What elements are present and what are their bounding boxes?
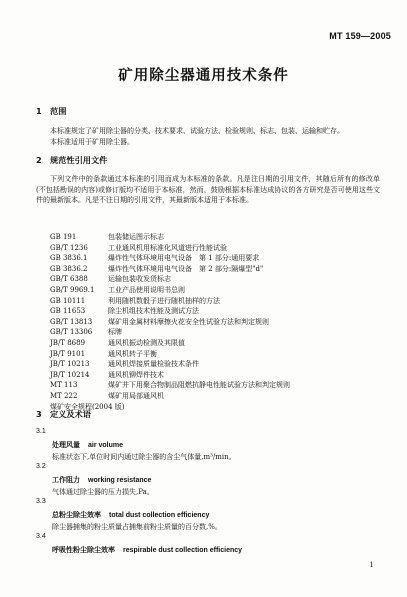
reference-item — [50, 232, 290, 243]
reference-title: 爆炸性气体环境用电气设备 第 1 部分:通用要求 — [108, 254, 260, 263]
term-definition: 标准状态下,单位时间内通过除尘器的含尘气体量,m³/min。 — [52, 453, 236, 461]
reference-code: GB/T 6388 — [50, 275, 88, 284]
section-number: 3 — [36, 409, 42, 419]
reference-title: 煤矿井下用聚合物制品阻燃抗静电性能试验方法和判定规则 — [108, 381, 290, 390]
scope-paragraph-1: 本标准规定了矿用除尘器的分类、技术要求、试验方法、检验规则、标志、包装、运输和贮存。 — [50, 127, 344, 135]
section-2-heading — [36, 155, 107, 166]
term-english: respirable dust collection efficiency — [123, 547, 243, 554]
definition-number: 3.3 — [36, 498, 46, 505]
reference-code: JB/T 9101 — [50, 349, 86, 358]
reference-code: GB 3836.2 — [50, 264, 88, 273]
reference-item — [50, 349, 290, 360]
term-chinese: 工作阻力 — [52, 476, 80, 484]
reference-title: 通风机铆焊件技术 — [108, 370, 164, 379]
section-number: 1 — [36, 106, 42, 116]
reference-item — [50, 327, 290, 338]
document-title: 矿用除尘器通用技术条件 — [118, 68, 289, 84]
term-heading — [52, 475, 151, 485]
reference-item — [50, 285, 290, 296]
section-title: 规范性引用文件 — [50, 155, 108, 165]
reference-item — [50, 338, 290, 349]
reference-code: GB/T 13813 — [50, 317, 93, 326]
reference-title: 包装储运图示标志 — [108, 233, 164, 241]
reference-item — [50, 264, 290, 275]
definition-number: 3.2 — [36, 463, 46, 470]
reference-code: GB 11653 — [50, 307, 86, 316]
reference-item — [50, 317, 290, 328]
reference-code: GB 191 — [50, 233, 77, 241]
reference-title: 通风机焊接质量检验技术条件 — [108, 360, 199, 369]
reference-title: 工业产品使用说明书总则 — [108, 285, 185, 294]
definition-number: 3.1 — [36, 428, 46, 435]
term-heading — [52, 510, 209, 520]
reference-item — [50, 253, 290, 264]
definition-number: 3.4 — [36, 533, 46, 540]
term-chinese: 呼吸性粉尘除尘效率 — [52, 546, 115, 554]
term-heading — [52, 440, 123, 450]
reference-code: GB 10111 — [50, 296, 86, 305]
reference-item — [50, 380, 290, 391]
reference-title: 爆炸性气体环境用电气设备 第 2 部分:隔爆型"d" — [108, 264, 264, 273]
reference-title: 利用随机数骰子进行随机抽样的方法 — [108, 296, 220, 305]
reference-item — [50, 296, 290, 307]
reference-title: 煤矿用局部通风机 — [108, 391, 164, 400]
term-chinese: 总粉尘除尘效率 — [52, 511, 101, 519]
reference-code: GB/T 9969.1 — [50, 285, 95, 294]
reference-item — [50, 359, 290, 370]
reference-item — [50, 243, 290, 254]
section-title: 定义及术语 — [50, 409, 91, 419]
term-heading — [52, 545, 242, 555]
reference-title: 通风机转子平衡 — [108, 349, 157, 358]
reference-title: 煤矿用金属材料摩擦火花安全性试验方法和判定规则 — [108, 317, 269, 326]
term-english: working resistance — [88, 477, 152, 484]
page-number: 1 — [369, 561, 374, 569]
reference-title: 通风机振动检测及其限值 — [108, 338, 185, 347]
reference-list — [50, 232, 290, 412]
standard-code: MT 159—2005 — [329, 31, 391, 41]
reference-code: GB/T 1236 — [50, 243, 88, 252]
reference-item — [50, 391, 290, 402]
reference-code: MT 113 — [50, 381, 78, 390]
normative-intro-paragraph: 下列文件中的条款通过本标准的引用而成为本标准的条款。凡是注日期的引用文件，其随后所有的修改单(不包括勘误的内容)或修订版均不适用于本标准，然而，鼓励根据本标准达成协议的各方研究是否可使用这些文件的最新版本。凡是不注日期的引用文件，其最新版本适用于本标准。 — [36, 175, 380, 205]
scope-paragraph-2: 本标准适用于矿用除尘器。 — [50, 138, 134, 146]
section-title: 范围 — [50, 106, 67, 116]
section-3-heading — [36, 409, 91, 420]
term-english: air volume — [88, 442, 124, 449]
term-english: total dust collection efficiency — [109, 512, 210, 519]
term-chinese: 处理风量 — [52, 441, 80, 449]
reference-code: MT 222 — [50, 391, 78, 400]
reference-title: 运输包装收发货标志 — [108, 275, 171, 284]
reference-title: 煤矿安全规程(2004 版) — [50, 402, 125, 411]
reference-item — [50, 274, 290, 285]
reference-item — [50, 370, 290, 381]
reference-code: JB/T 10214 — [50, 370, 90, 379]
section-number: 2 — [36, 155, 42, 165]
reference-title: 标牌 — [108, 328, 122, 337]
reference-code: JB/T 10213 — [50, 360, 90, 369]
term-definition: 气体通过除尘器的压力损失,Pa。 — [52, 488, 154, 496]
reference-item — [50, 306, 290, 317]
reference-code: GB/T 13306 — [50, 328, 93, 337]
reference-code: JB/T 8689 — [50, 338, 86, 347]
reference-title: 除尘机组技术性能及测试方法 — [108, 307, 199, 316]
reference-title: 工业通风机用标准化风道进行性能试验 — [108, 243, 227, 252]
term-definition: 除尘器捕集的粉尘质量占捕集前粉尘质量的百分数,%。 — [52, 523, 222, 531]
section-1-heading — [36, 106, 66, 117]
reference-code: GB 3836.1 — [50, 254, 88, 263]
